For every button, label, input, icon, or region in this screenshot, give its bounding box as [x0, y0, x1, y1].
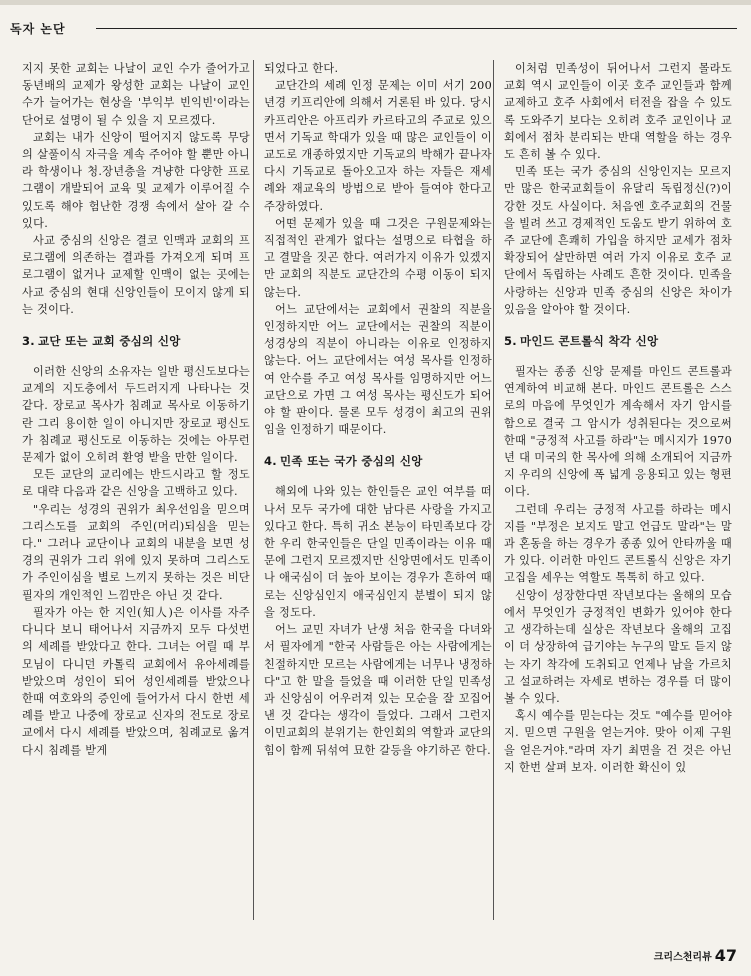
paragraph: 필자가 아는 한 지인(知人)은 이사를 자주 다니다 보니 태어나서 지금까지 모두 다섯번의 세례를 받았다고 한다. 그녀는 어릴 때 부모님이 다니던 카톨릭 교회에서 유아세례를 받았으며 성인이 되어 성인세례를 받았으나 한때 여호와의 증인에 들어가서 다시 한번 세례를 받고 나중에 장로교 신자의 전도로 장로교에서 다시 세례를 받았으며, 침례교로 옮겨 다시 침례를 받게	[22, 605, 250, 757]
page-number: 47	[714, 946, 737, 965]
paragraph: 교단간의 세례 인정 문제는 이미 서기 200년경 키프리안에 의해서 거론된 바 있다. 당시 카프리안은 아프리카 카르타고의 주교로 있으면서 기독교 학대가 있을 때 많은 교인들이 이교도로 개종하였지만 기독교의 박해가 끝나자 다시 기독교로 돌아오고자 하는 자들은 재세례와 재교육의 방법으로 받아 들여야 한다고 주장하였다.	[264, 79, 492, 213]
paragraph: 지지 못한 교회는 나날이 교인 수가 줄어가고 동년배의 교제가 왕성한 교회는 나날이 교인 수가 늘어가는 현상을 '부익부 빈익빈'이라는 단어로 설명이 될 수 있을 지 모르겠다.	[22, 62, 250, 127]
section-heading	[504, 333, 732, 349]
column-3	[504, 60, 732, 940]
paragraph: 이처럼 민족성이 뒤어나서 그런지 몰라도 교회 역시 교인들이 이곳 호주 교인들과 함께 교제하고 호주 사회에서 터전을 잡을 수 있도록 도와주기 보다는 오히려 호주 교인이나 교회에서 점차 분리되는 반대 역할을 하는 경우도 흔히 볼 수 있다.	[504, 62, 732, 162]
section-title: 교단 또는 교회 중심의 신앙	[37, 334, 181, 349]
magazine-name: 크리스천리뷰	[653, 952, 712, 963]
paragraph: 사교 중심의 신앙은 결코 인맥과 교회의 프로그램에 의존하는 결과를 가져오게 되며 프로그램이 없거나 교제할 인맥이 없는 곳에는 사교 중심의 현대 신앙인들이 모이지 않게 되는 것이다.	[22, 234, 250, 316]
section-heading	[22, 333, 250, 349]
paragraph: 필자는 종종 신앙 문제를 마인드 콘트롤과 연계하여 비교해 본다. 마인드 콘트롤은 스스로의 마음에 무엇인가 계속해서 자기 암시를 함으로 결국 그 암시가 성취된다는 것으로써 한때 "긍정적 사고를 하라"는 메시지가 1970년 대 미국의 한 목사에 의해 소개되어 지금까지 우리의 신앙에 폭 넓게 응용되고 있는 형편이다.	[504, 365, 732, 499]
paragraph: 신앙이 성장한다면 작년보다는 올해의 모습에서 무엇인가 긍정적인 변화가 있어야 한다고 생각하는데 실상은 작년보다 올해의 고집이 더 상장하여 급기야는 누구의 말도 듣지 않는 자기 착각에 도취되고 언제나 남을 가르치고 설교하려는 자세로 변하는 경우를 더 많이 볼 수 있다.	[504, 588, 732, 705]
section-number: 3.	[22, 334, 35, 349]
paragraph: 이러한 신앙의 소유자는 일반 평신도보다는 교계의 지도층에서 두드러지게 나타나는 것 같다. 장로교 목사가 침례교 목사로 이동하기란 그리 용이한 일이 아니지만 장로교 평신도가 침례교 평신도로 이동하는 것에는 아무런 문제가 없이 오히려 환영 받을 만한 일이다.	[22, 365, 250, 465]
page-header	[0, 0, 751, 46]
paragraph: 모든 교단의 교리에는 반드시라고 할 정도로 대략 다음과 같은 신앙을 고백하고 있다.	[22, 468, 250, 499]
paragraph: 어느 교민 자녀가 난생 처음 한국을 다녀와서 필자에게 "한국 사람들은 아는 사람에게는 친절하지만 모르는 사람에게는 너무나 냉정하다"고 한 말을 들었을 때 이러한 단일 민족성과 신앙심이 어우러져 있는 모순을 잘 꼬집어 낸 것 같다는 생각이 들었다. 그래서 그런지 이민교회의 분위기는 한인회의 역할과 교단의 힘이 함께 뒤섞여 묘한 갈등을 야기하곤 한다.	[264, 623, 492, 757]
paragraph: 교회는 내가 신앙이 떨어지지 않도록 무당의 살풀이식 자극을 계속 주어야 할 뿐만 아니라 학생이나 청.장년층을 겨냥한 다양한 프로그램이 개발되어 교육 및 교제가 이루어질 수 있도록 해야 험난한 경쟁 속에서 살아 갈 수 있다.	[22, 130, 250, 230]
page-footer	[654, 945, 737, 965]
section-number: 5.	[504, 334, 517, 349]
column-divider	[253, 60, 254, 920]
section-label: 독자 논단	[10, 22, 66, 36]
section-heading	[264, 453, 492, 469]
paragraph: 민족 또는 국가 중심의 신앙인지는 모르지만 많은 한국교회들이 유달리 독립정신(?)이 강한 것도 사실이다. 처음엔 호주교회의 건물을 빌려 쓰고 경제적인 도움도 받기 위하여 호주 교단에 흔쾌히 가입을 하지만 교세가 점차 확장되어 살만하면 여러 가지 이유로 호주 교단에서 독립하는 사례도 흔한 것이다. 민족을 사랑하는 신앙과 민족 중심의 신앙은 차이가 있음을 알아야 할 것이다.	[504, 165, 732, 316]
column-divider	[493, 60, 494, 920]
paragraph: 되었다고 한다.	[264, 62, 339, 75]
column-2	[264, 60, 492, 940]
section-title: 마인드 콘트롤식 착각 신앙	[519, 334, 659, 349]
paragraph: 어떤 문제가 있을 때 그것은 구원문제와는 직접적인 관계가 없다는 설명으로 타협을 하고 결말을 짓곤 한다. 여러가지 이유가 있겠지만 교회의 직분도 교단간의 수평 이동이 되지 않는다.	[264, 216, 492, 299]
header-rule	[96, 28, 737, 29]
paragraph: 어느 교단에서는 교회에서 권찰의 직분을 인정하지만 어느 교단에서는 권찰의 직분이 성경상의 직분이 아니라는 이유로 인정하지 않는다. 어느 교단에서는 여성 목사를 인정하여 안수를 주고 여성 목사를 임명하지만 어느 교단으로 가면 그 여성 목사는 평신도가 되어야 할 판이다. 물론 모두 성경이 최고의 권위임을 인정하기 때문이다.	[264, 302, 492, 437]
paragraph: 해외에 나와 있는 한인들은 교인 여부를 떠나서 모두 국가에 대한 남다른 사랑을 가지고 있다고 한다. 특히 귀소 본능이 타민족보다 강한 우리 한국인들은 단일 민족이라는 이유 때문에 그런지 모르겠지만 신앙면에서도 민족이나 애국심이 더 높아 보이는 경우가 흔하여 때로는 신앙심인지 애국심인지 분별이 되지 않을 정도다.	[264, 485, 492, 619]
section-number: 4.	[264, 454, 277, 469]
paragraph: 그런데 우리는 긍정적 사고를 하라는 메시지를 "부정은 보지도 말고 언급도 말라"는 말과 혼동을 하는 경우가 종종 있어 안타까울 때가 있다. 이러한 마인드 콘트롤식 신앙은 자기 고집을 세우는 역할도 톡톡히 하고 있다.	[504, 502, 732, 585]
column-1	[22, 60, 250, 940]
section-title: 민족 또는 국가 중심의 신앙	[279, 454, 423, 469]
paragraph: "우리는 성경의 권위가 최우선임을 믿으며 그리스도를 교회의 주인(머리)되심을 믿는다." 그러나 교단이나 교회의 내분을 보면 성경의 권위가 그리 위에 있지 못하며 그리스도가 주인이심을 별로 느끼지 못하는 것은 비단 필자의 개인적인 느낌만은 아닌 것 같다.	[22, 502, 250, 602]
paragraph: 혹시 예수를 믿는다는 것도 "예수를 믿어야지. 믿으면 구원을 얻는거야. 맞아 이제 구원을 얻은거야."라며 자기 최면을 건 것은 아닌지 한번 살펴 보자. 이러한 확신이 있	[504, 709, 732, 774]
